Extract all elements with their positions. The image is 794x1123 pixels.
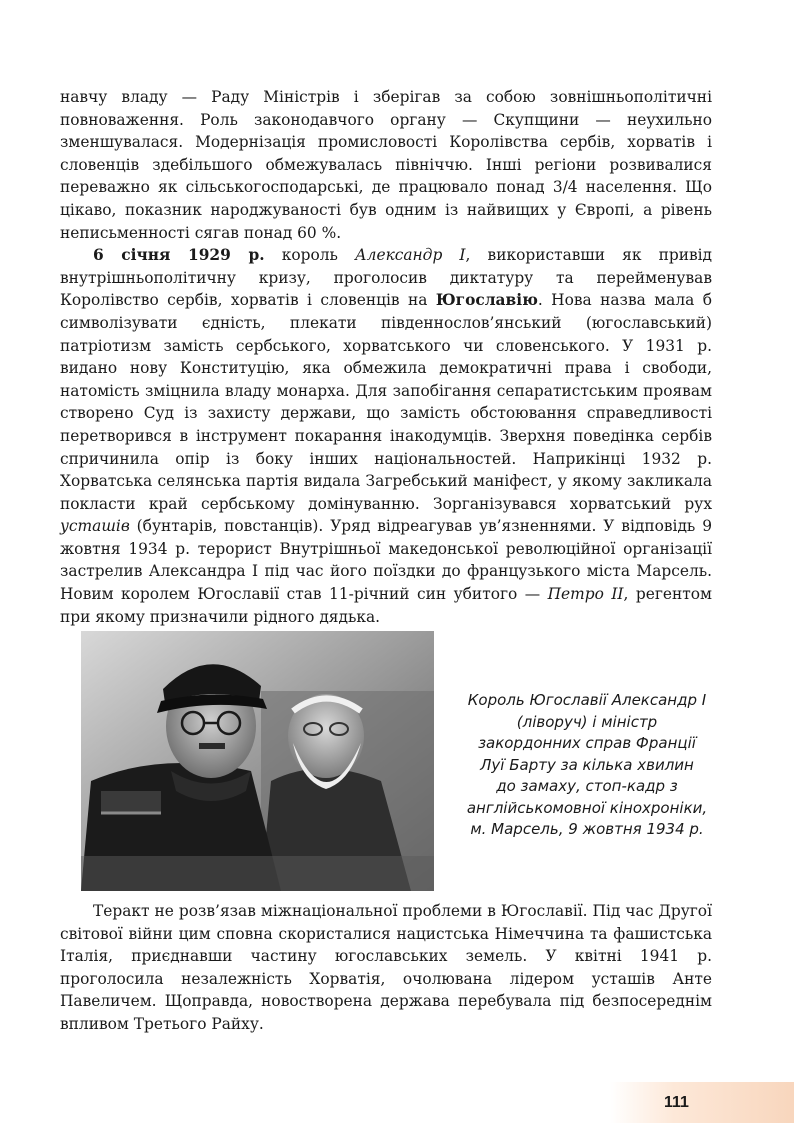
peter-name: Петро II: [547, 585, 624, 604]
caption-line: Луї Барту за кілька хвилин: [480, 755, 694, 774]
caption-line: закордонних справ Франції: [478, 734, 696, 752]
paragraph-1: навчу владу — Раду Міністрів і зберігав за собою зовнішньополітичні повноваження. Роль законодавчого органу — Скупщини — неухильно зменшувалася. Модернізація промисловості Королівства сербів, хорватів і словенців здебільшого обмежувалась північчю. Інші регіони розвивалися переважно як сільськогосподарські, де працювало понад 3/4 населення. Що цікаво, показник народжуваності був одним із найвищих у Європі, а рівень неписьменності сягав понад 60 %.: [60, 88, 712, 242]
closing-text: [60, 900, 712, 1036]
main-text: [60, 86, 712, 628]
page-number-tab: [610, 1082, 794, 1123]
caption-line: Король Югославії Александр I: [467, 691, 707, 709]
photo-illustration: [81, 631, 434, 891]
caption-line: до замаху, стоп-кадр з: [496, 777, 678, 795]
king-name: Александр I: [355, 246, 466, 265]
ustashe-term: усташів: [60, 517, 130, 536]
caption-line: англійськомовної кінохроніки,: [466, 798, 708, 817]
page-number: 111: [664, 1094, 689, 1111]
historical-photo: [81, 631, 434, 891]
caption-line: м. Марсель, 9 жовтня 1934 р.: [470, 820, 704, 838]
country-name: Югославію: [435, 291, 538, 310]
paragraph-3: Теракт не розв’язав міжнаціональної проблеми в Югославії. Під час Другої світової війни цим сповна скористалися нацистська Німеччина та фашистська Італія, приєднавши частину югославських земель. У квітні 1941 р. проголосила незалежність Хорватія, очолювана лідером усташів Анте Павеличем. Щоправда, новостворена держава перебувала під безпосереднім впливом Третього Райху.: [60, 902, 712, 1033]
date-1929: 6 січня 1929 р.: [93, 246, 265, 265]
caption-line: (ліворуч) і міністр: [516, 712, 658, 731]
paragraph-2: 6 січня 1929 р. король Александр I, використавши як привід внутрішньополітичну кризу, проголосив диктатуру та перейменував Королівство сербів, хорватів і словенців на Югославію. Нова назва мала б символізувати єдність, плекати південнослов’янський (югославський) патріотизм замість сербського, хорватського чи словенського. У 1931 р. видано нову Конституцію, яка обмежила демократичні права і свободи, натомість зміцнила владу монарха. Для запобігання сепаратистським проявам створено Суд із захисту держави, що замість обстоювання справедливості перетворився в інструмент покарання інакодумців. Зверхня поведінка сербів спричинила опір із боку інших національностей. Наприкінці 1932 р. Хорватська селянська партія видала Загребський маніфест, у якому закликала покласти край сербському домінуванню. Зорганізувався хорватський рух усташів (бунтарів, повстанців). Уряд відреагував ув’язненнями. У відповідь 9 жовтня 1934 р. терорист Внутрішньої македонської революційної організації застрелив Александра I під час його поїздки до французького міста Марсель. Новим королем Югославії став 11-річний син убитого — Петро II, регентом при якому призначили рідного дядька.: [60, 246, 713, 626]
photo-caption: [452, 690, 722, 841]
